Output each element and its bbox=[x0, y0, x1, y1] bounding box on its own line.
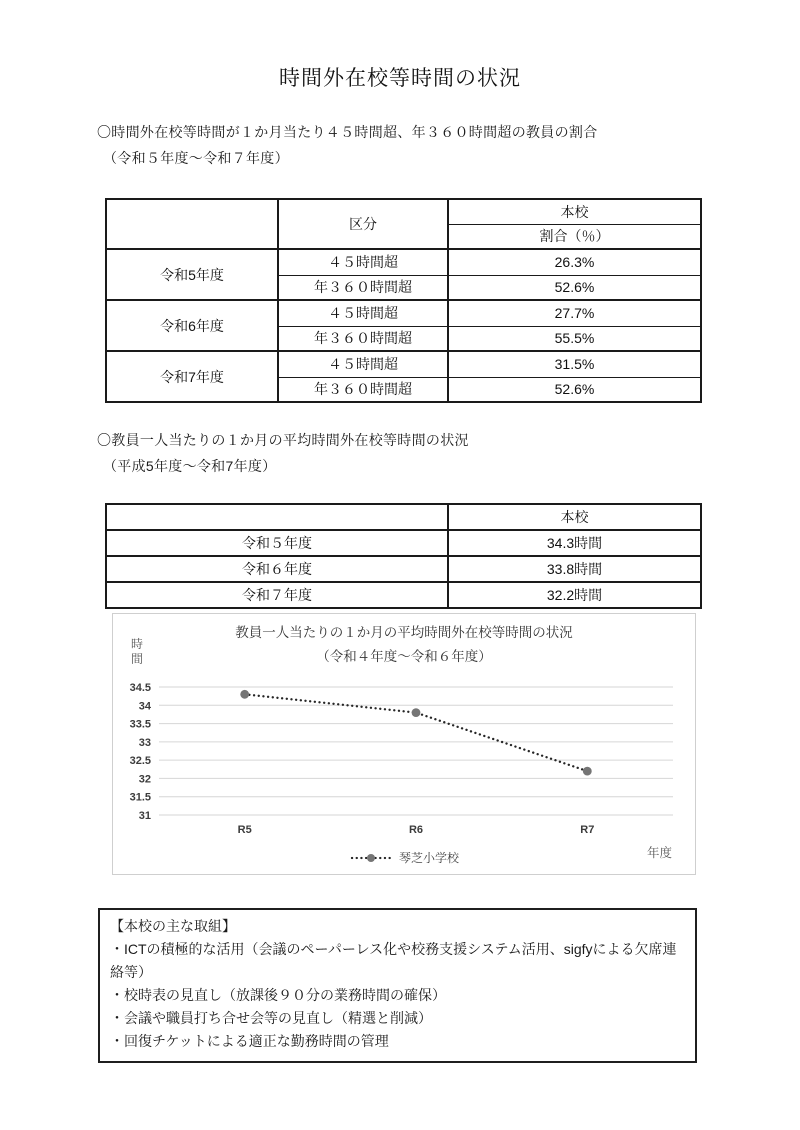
kubun-header-cell: 区分 bbox=[278, 199, 448, 249]
y-axis-label: 時 bbox=[130, 637, 144, 651]
value-cell: 31.5% bbox=[448, 351, 701, 377]
legend-label: 琴芝小学校 bbox=[399, 851, 460, 865]
section2-line2: （平成5年度〜令和7年度） bbox=[103, 458, 277, 474]
category-cell: ４５時間超 bbox=[278, 351, 448, 377]
value-cell: 34.3時間 bbox=[448, 530, 701, 556]
table-header-row bbox=[106, 504, 701, 530]
section2-line1: 〇教員一人当たりの１か月の平均時間外在校等時間の状況 bbox=[97, 432, 469, 448]
overtime-ratio-table bbox=[105, 198, 702, 403]
y-tick-label: 32 bbox=[138, 773, 151, 786]
y-tick-label: 31.5 bbox=[129, 791, 151, 804]
year-cell: 令和５年度 bbox=[106, 530, 448, 556]
table-row bbox=[106, 351, 701, 377]
x-tick-label: R6 bbox=[408, 824, 424, 836]
table-header-row bbox=[106, 199, 701, 224]
category-cell: 年３６０時間超 bbox=[278, 275, 448, 300]
school-header-cell: 本校 bbox=[448, 199, 701, 224]
value-cell: 27.7% bbox=[448, 300, 701, 326]
table-row bbox=[106, 582, 701, 608]
legend-marker bbox=[367, 854, 375, 862]
chart-subtitle: （令和４年度〜令和６年度） bbox=[316, 649, 492, 664]
data-point bbox=[240, 690, 249, 699]
category-cell: ４５時間超 bbox=[278, 300, 448, 326]
data-point bbox=[583, 767, 592, 776]
year-cell: 令和6年度 bbox=[106, 300, 278, 351]
table-row bbox=[106, 300, 701, 326]
year-cell: 令和7年度 bbox=[106, 351, 278, 402]
value-cell: 55.5% bbox=[448, 326, 701, 351]
initiative-item: ・校時表の見直し（放課後９０分の業務時間の確保） bbox=[110, 987, 446, 1003]
value-cell: 26.3% bbox=[448, 249, 701, 275]
category-cell: 年３６０時間超 bbox=[278, 377, 448, 402]
x-tick-label: R7 bbox=[580, 824, 595, 836]
y-tick-label: 32.5 bbox=[129, 755, 151, 768]
year-cell: 令和６年度 bbox=[106, 556, 448, 582]
y-tick-label: 34.5 bbox=[129, 682, 151, 694]
section1-line1: 〇時間外在校等時間が１か月当たり４５時間超、年３６０時間超の教員の割合 bbox=[97, 124, 598, 140]
section2-heading bbox=[97, 427, 469, 479]
value-cell: 32.2時間 bbox=[448, 582, 701, 608]
category-cell: ４５時間超 bbox=[278, 249, 448, 275]
y-axis-label: 間 bbox=[130, 652, 144, 666]
empty-header-cell bbox=[106, 504, 448, 530]
y-tick-label: 34 bbox=[138, 700, 151, 713]
initiative-item: ・ICTの積極的な活用（会議のペーパーレス化や校務支援システム活用、sigfyによる欠席連絡等） bbox=[110, 941, 677, 980]
value-cell: 52.6% bbox=[448, 377, 701, 402]
year-cell: 令和７年度 bbox=[106, 582, 448, 608]
initiatives-title: 【本校の主な取組】 bbox=[110, 918, 236, 934]
line-chart-svg bbox=[113, 614, 695, 874]
section1-heading bbox=[97, 119, 598, 171]
initiatives-box bbox=[98, 908, 697, 1063]
table-row bbox=[106, 249, 701, 275]
school-header-cell: 本校 bbox=[448, 504, 701, 530]
x-tick-label: R5 bbox=[237, 824, 252, 836]
initiative-item: ・会議や職員打ち合せ会等の見直し（精選と削減） bbox=[110, 1010, 432, 1026]
empty-header-cell bbox=[106, 199, 278, 249]
ratio-header-cell: 割合（％） bbox=[448, 224, 701, 249]
section1-line2: （令和５年度〜令和７年度） bbox=[103, 150, 289, 166]
initiative-item: ・回復チケットによる適正な勤務時間の管理 bbox=[110, 1033, 389, 1049]
chart-title: 教員一人当たりの１か月の平均時間外在校等時間の状況 bbox=[235, 625, 573, 640]
average-hours-table bbox=[105, 503, 702, 609]
value-cell: 52.6% bbox=[448, 275, 701, 300]
y-tick-label: 33 bbox=[138, 736, 151, 749]
page-title: 時間外在校等時間の状況 bbox=[279, 66, 521, 90]
table-row bbox=[106, 530, 701, 556]
average-overtime-chart bbox=[112, 613, 696, 875]
table-row bbox=[106, 556, 701, 582]
category-cell: 年３６０時間超 bbox=[278, 326, 448, 351]
data-point bbox=[412, 708, 421, 717]
year-cell: 令和5年度 bbox=[106, 249, 278, 300]
data-line bbox=[245, 694, 588, 771]
x-axis-label: 年度 bbox=[647, 846, 673, 860]
y-tick-label: 31 bbox=[138, 810, 151, 822]
value-cell: 33.8時間 bbox=[448, 556, 701, 582]
y-tick-label: 33.5 bbox=[129, 718, 151, 731]
